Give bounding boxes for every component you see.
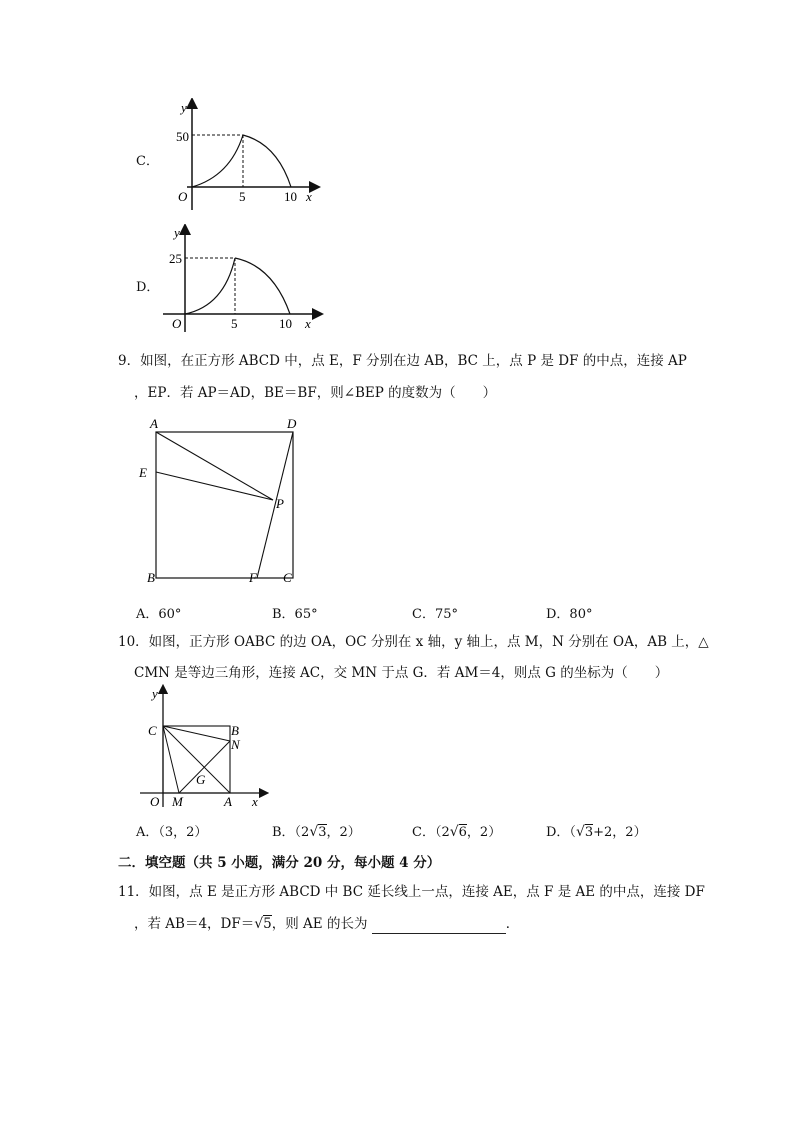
q9-option-b: B．65° xyxy=(272,607,318,622)
q10-figure xyxy=(134,683,274,811)
answer-blank[interactable] xyxy=(372,919,506,934)
label-d: D xyxy=(287,416,297,431)
q11-stem-line1: 11．如图，点 E 是正方形 ABCD 中 BC 延长线上一点，连接 AE，点 F 是 AE 的中点，连接 DF xyxy=(118,884,705,900)
q10-option-d-suffix: +2，2） xyxy=(593,825,647,840)
q11-line2-end: ． xyxy=(505,916,520,932)
x-tick-10: 10 xyxy=(284,189,297,204)
q10-option-b-suffix: ，2） xyxy=(326,825,361,840)
option-d-label: D． xyxy=(136,280,160,295)
q9-figure xyxy=(132,410,312,590)
q11-line2-prefix: ，若 AB＝4，DF＝ xyxy=(134,916,255,932)
q11-radicand: 5 xyxy=(263,916,272,932)
curve-fall xyxy=(243,135,291,187)
segment-cn xyxy=(163,726,230,741)
q11-line2-mid: ，则 AE 的长为 xyxy=(271,916,368,932)
label-b: B xyxy=(147,570,155,585)
label-p: P xyxy=(276,496,284,511)
label-a: A xyxy=(150,416,158,431)
q9-option-d: D．80° xyxy=(546,607,593,622)
q9-option-c: C．75° xyxy=(412,607,458,622)
q10-option-c-radicand: 6 xyxy=(458,825,467,840)
x-axis-label: x xyxy=(306,189,312,204)
label-e: E xyxy=(139,465,147,480)
label-n: N xyxy=(231,737,240,752)
label-c: C xyxy=(283,570,292,585)
label-x: x xyxy=(252,794,258,809)
q10-option-d-prefix: D．（ xyxy=(546,825,576,840)
q10-option-d xyxy=(546,821,647,840)
curve-rise xyxy=(192,135,243,187)
label-o: O xyxy=(150,794,160,809)
section-2-heading: 二．填空题（共 5 小题，满分 20 分，每小题 4 分） xyxy=(118,855,441,871)
label-m: M xyxy=(172,794,183,809)
option-c-label: C． xyxy=(136,154,159,169)
label-g: G xyxy=(196,772,206,787)
q11-stem-line2 xyxy=(134,914,519,934)
y-tick-label: 50 xyxy=(176,129,189,144)
segment-ap xyxy=(156,432,273,500)
graph-d xyxy=(158,224,328,336)
y-tick-label: 25 xyxy=(169,251,182,266)
x-axis-label: x xyxy=(305,316,311,331)
x-tick-5: 5 xyxy=(231,316,238,331)
q10-option-c xyxy=(412,821,501,840)
label-c: C xyxy=(148,723,157,738)
sqrt-sign: √ xyxy=(254,916,264,932)
q10-stem-line1: 10．如图，正方形 OABC 的边 OA，OC 分别在 x 轴，y 轴上，点 M，N 分别在 OA，AB 上，△ xyxy=(118,634,709,650)
square-abcd xyxy=(156,432,293,578)
label-y: y xyxy=(152,686,158,701)
sqrt-sign: √ xyxy=(575,824,585,840)
q10-option-d-radicand: 3 xyxy=(584,825,594,840)
sqrt-sign: √ xyxy=(309,824,319,840)
segment-df xyxy=(257,432,293,578)
q9-option-a: A．60° xyxy=(136,607,182,622)
curve-rise xyxy=(185,258,235,314)
q10-option-c-suffix: ，2） xyxy=(466,825,502,840)
q9-stem-line2: ，EP．若 AP＝AD，BE＝BF，则∠BEP 的度数为（ ） xyxy=(134,385,497,401)
origin-label: O xyxy=(178,189,188,204)
curve-fall xyxy=(235,258,290,314)
x-tick-10: 10 xyxy=(279,316,292,331)
x-tick-5: 5 xyxy=(239,189,246,204)
y-axis-label: y xyxy=(174,225,180,240)
sqrt-sign: √ xyxy=(449,824,459,840)
segment-ep xyxy=(156,472,273,500)
q10-stem-line2: CMN 是等边三角形，连接 AC，交 MN 于点 G．若 AM＝4，则点 G 的坐标为（ ） xyxy=(134,665,669,681)
segment-cm xyxy=(163,726,179,793)
label-a: A xyxy=(224,794,232,809)
origin-label: O xyxy=(172,316,182,331)
q10-option-a: A．（3，2） xyxy=(136,825,208,840)
q10-option-b xyxy=(272,821,361,840)
label-f: F xyxy=(249,570,257,585)
q9-stem-line1: 9．如图，在正方形 ABCD 中，点 E，F 分别在边 AB，BC 上，点 P 是 DF 的中点，连接 AP xyxy=(118,353,687,369)
q10-option-c-prefix: C．（2 xyxy=(412,825,450,840)
q10-option-b-prefix: B．（2 xyxy=(272,825,310,840)
q10-option-b-radicand: 3 xyxy=(318,825,327,840)
y-axis-label: y xyxy=(181,100,187,115)
graph-c xyxy=(165,98,325,216)
label-b: B xyxy=(231,723,239,738)
